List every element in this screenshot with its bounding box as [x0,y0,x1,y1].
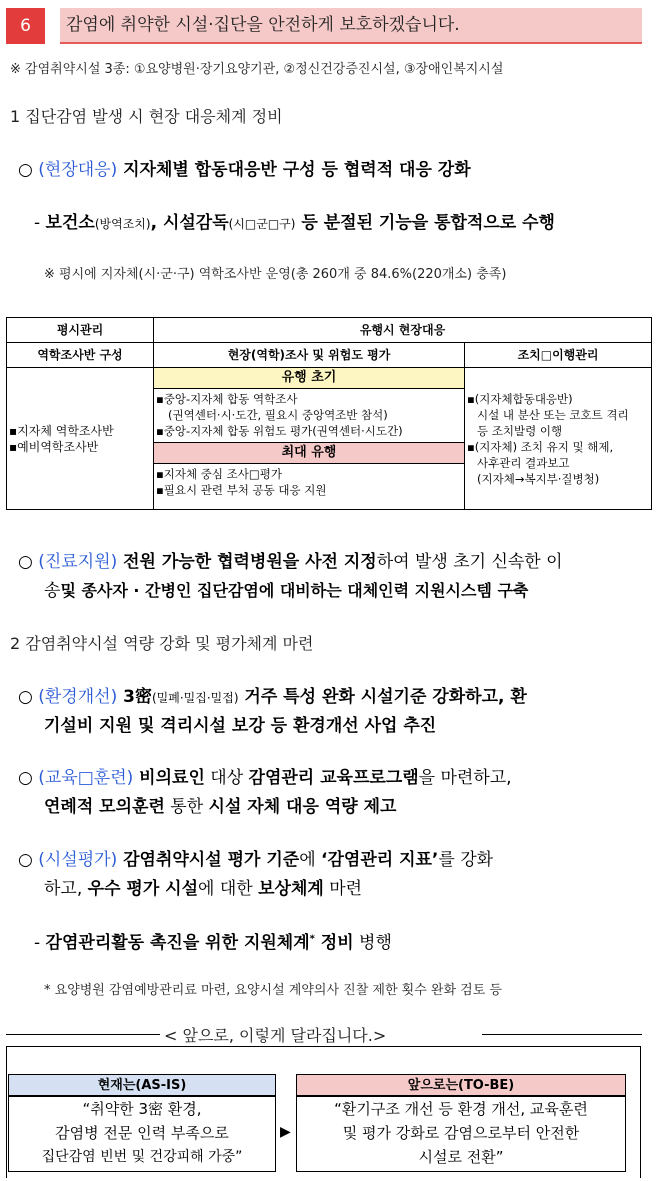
epi-team-note: ※ 평시에 지자체(시·군·구) 역학조사반 운영(총 260개 중 84.6%(220개소) 충족) [44,267,507,282]
summary-frame-right [640,1046,641,1178]
summary-frame-left [6,1046,7,1178]
dash: - [34,213,46,233]
item-text-bold: 비의료인 [133,768,205,788]
item-text: 대상 [204,768,249,788]
item-evaluation [18,845,493,870]
tag-field-response: (현장대응) [38,160,118,180]
tag-evaluation: (시설평가) [38,850,118,870]
response-table [6,317,652,510]
list-item: (권역센터·시·도간, 필요시 중앙역조반 참석) [168,408,388,422]
as-is-header: 현재는(AS-IS) [8,1074,276,1096]
as-is-line: “취약한 3密 환경, [82,1100,202,1118]
item-text-bold: 거주 특성 완화 시설기준 강화 [238,687,466,707]
bullet: ○ [18,850,33,870]
item-evaluation-line2 [44,874,362,899]
item-text-bold: 및 종사자 · 간병인 집단감염에 대비하는 대체인력 지원시스템 구축 [60,581,529,600]
item-environment-line2: 기설비 지원 및 격리시설 보강 등 환경개선 사업 추진 [44,716,437,736]
item-text-bold: 3密 [117,687,152,707]
item-text-bold: 전원 가능한 협력병원을 사전 지정 [117,552,377,572]
item-medical-support [18,547,563,572]
header-action: 조치□이행관리 [465,343,652,368]
item-text: 하고, 환 [465,687,527,707]
bullet: ○ [18,768,33,788]
list-item: ▪중앙-지자체 합동 위험도 평가(권역센터·시도간) [156,424,403,438]
list-item: 사후관리 결과보고 [477,455,570,470]
cell-epi-team [7,368,154,510]
as-is-box [8,1096,276,1172]
facility-types-note: ※ 감염취약시설 3종: ①요양병원·장기요양기관, ②정신건강증진시설, ③장애인복지시설 [10,62,504,77]
change-title: < 앞으로, 이렇게 달라집니다.> [164,1026,387,1045]
item-text: 하고, [44,879,88,899]
section1-title: 1 집단감염 발생 시 현장 대응체계 정비 [10,107,283,126]
list-item: ▪(지자체) 조치 유지 및 해제, [467,439,614,454]
item-text: 에 대한 [198,879,259,899]
tag-environment: (환경개선) [38,687,118,707]
item-text-bold: ‘감염관리 지표’ [321,850,439,870]
section-number-badge: 6 [6,8,45,44]
tag-training: (교육□훈련) [38,768,134,788]
bullet: ○ [18,160,33,180]
item-text-bold: 우수 평가 시설 [87,879,199,899]
list-item: 등 조치발령 이행 [477,423,563,438]
header-peacetime: 평시관리 [7,318,154,343]
item-text-bold: 감염취약시설 평가 기준 [117,850,300,870]
summary-frame-top [6,1046,641,1047]
item-text: 송 [44,581,61,601]
item-training [18,763,512,788]
item-evaluation-sub [34,928,392,953]
header-epi-team: 역학조사반 구성 [7,343,154,368]
header-investigation: 현장(역학)조사 및 위험도 평가 [154,343,465,368]
bullet: ○ [18,687,33,707]
footnote-mark: * [309,933,315,945]
item-text-bold: 연례적 모의훈련 [44,797,165,817]
list-item: ▪필요시 관련 부처 공동 대응 지원 [156,483,327,497]
to-be-line: “환기구조 개선 등 환경 개선, 교육훈련 [334,1100,588,1118]
health-center-note: (방역조치) [94,217,151,231]
item-environment [18,682,527,707]
list-item: ▪예비역학조사반 [9,439,99,454]
item-text: 지자체별 합동대응반 구성 등 협력적 대응 강화 [117,160,471,180]
item-medical-support-line2 [44,576,528,601]
item-text-bold: 시설 자체 대응 역량 제고 [208,797,397,817]
item-text: 에 [299,850,322,870]
dash: - [34,933,46,953]
list-item: (지자체→복지부·질병청) [477,471,600,486]
item-text-bold: 보상체계 [258,879,324,899]
to-be-line: 시설로 전환” [418,1148,504,1166]
divider-left [6,1034,160,1035]
cell-investigation [154,368,465,510]
list-item: ▪중앙-지자체 합동 역학조사 [156,392,298,406]
item-field-response [18,155,471,180]
phase-early-label: 유행 초기 [154,368,464,389]
list-item: ▪지자체 역학조사반 [9,423,114,438]
sub-text: 등 분절된 기능을 통합적으로 수행 [295,213,555,233]
as-is-line: 감염병 전문 인력 부족으로 [55,1124,229,1142]
item-training-line2 [44,792,396,817]
item-text: 병행 [353,933,392,953]
item-text-bold: 정비 [314,933,354,953]
list-item: ▪지자체 중심 조사□평가 [156,467,282,481]
list-item: 시설 내 분산 또는 코호트 격리 [477,407,629,422]
item-text: 를 강화 [438,850,494,870]
footnote: * 요양병원 감염예방관리료 마련, 요양시설 계약의사 진찰 제한 횟수 완화 검토 등 [44,983,502,998]
arrow-icon: ▶ [280,1124,291,1140]
section-title-banner: 감염에 취약한 시설·집단을 안전하게 보호하겠습니다. [60,8,642,44]
to-be-box [296,1096,626,1172]
to-be-line: 및 평가 강화로 감염으로부터 안전한 [342,1124,580,1142]
item-text-bold: 감염관리활동 촉진을 위한 지원체계 [45,933,310,953]
as-is-line: 집단감염 빈번 및 건강피해 가중” [41,1149,243,1165]
bullet: ○ [18,552,33,572]
facility-supervision: , 시설감독 [150,213,229,233]
item-text: 통한 [164,797,209,817]
list-item: ▪(지자체합동대응반) [467,391,573,406]
item-text: 을 마련하고, [418,768,512,788]
item-text: 마련 [323,879,363,899]
cell-action [465,368,652,510]
tag-medical-support: (진료지원) [38,552,118,572]
item-text-note: (밀폐·밀집·밀접) [151,691,239,705]
item-text: 하여 발생 초기 신속한 이 [376,552,563,572]
facility-supervision-note: (시□군□구) [228,217,296,231]
phase-peak-label: 최대 유행 [154,442,464,464]
item-field-response-sub [34,208,555,233]
divider-right [482,1034,642,1035]
health-center: 보건소 [45,213,95,233]
section2-title: 2 감염취약시설 역량 강화 및 평가체계 마련 [10,634,314,653]
to-be-header: 앞으로는(TO-BE) [296,1074,626,1096]
item-text-bold: 감염관리 교육프로그램 [248,768,419,788]
header-epidemic: 유행시 현장대응 [154,318,652,343]
